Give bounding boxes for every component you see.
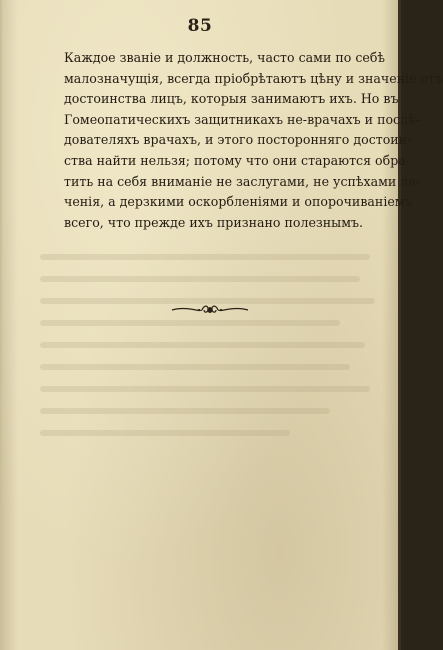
text-line: всего, что прежде ихъ признано полезнымъ. [64, 214, 364, 230]
paragraph [64, 48, 443, 233]
page-number: 85 [187, 16, 213, 36]
text-line: тить на себя вниманіе не заслугами, не успѣхами ле- [64, 173, 420, 189]
text-line: ства найти нельзя; потому что они стараются обра- [64, 152, 411, 168]
bleed-through-text [32, 250, 382, 480]
text-line: Гомеопатическихъ защитникахъ не-врачахъ и послѣ- [64, 111, 420, 127]
text-line: малозначущія, всегда пріобрѣтаютъ цѣну и значеніе отъ [64, 70, 443, 86]
text-line: Каждое званіе и должность, часто сами по себѣ [64, 50, 386, 65]
text-line: дователяхъ врачахъ, и этого посторонняго достоин- [64, 132, 412, 148]
text-line: достоинства лицъ, которыя занимаютъ ихъ. Но въ [64, 91, 399, 107]
divider-ornament-icon [170, 303, 250, 317]
text-line: ченія, а дерзкими оскорбленіями и опорочиваніемъ [64, 194, 413, 210]
